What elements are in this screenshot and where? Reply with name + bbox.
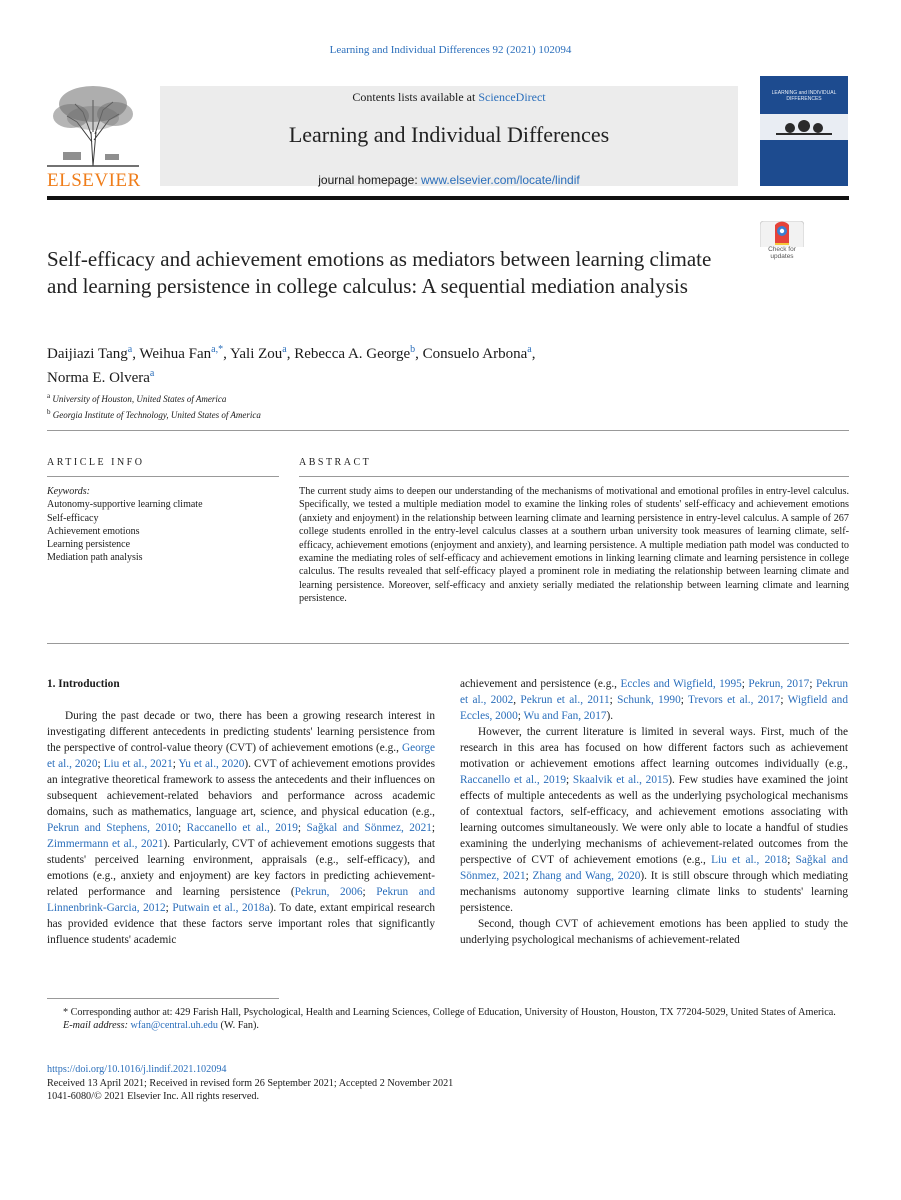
- author[interactable]: Weihua Fan$^{a,*}$: [139, 344, 224, 362]
- email-line: E-mail address: wfan@central.uh.edu (W. Fan).: [63, 1020, 259, 1032]
- body-text: ;: [362, 886, 377, 898]
- divider: [47, 430, 849, 431]
- keyword: Self-efficacy: [47, 512, 99, 524]
- body-text: ;: [178, 822, 187, 834]
- citation-link[interactable]: Yu et al., 2020: [178, 758, 245, 770]
- journal-cover-thumbnail[interactable]: [760, 76, 848, 186]
- body-text: ;: [680, 694, 689, 706]
- abstract-text: The current study aims to deepen our understanding of the mechanisms of motivational and emotional profiles in entry-level calculus. Specifically, we tested a multiple mediation model to examine the linking roles of students' self-efficacy and achievement emotions (anxiety and enjoyment) in the relationship between learning climate and learning persistence in entry-level calculus. A sample of 267 college students enrolled in the entry-level calculus classes at a southern urban university took measures of learning climate, self-efficacy, achievement emotions (enjoyment and anxiety), and learning persistence. A multiple mediation path model was conducted to examine the mediating roles of self-efficacy and achievement emotions in linking learning climate and learning persistence in college calculus. The results revealed that self-efficacy played a prominent role in mediating the relationship between learning climate and learning persistence. Moreover, self-efficacy and anxiety serially mediated the relationship between learning climate and learning persistence.: [299, 486, 849, 605]
- keyword: Achievement emotions: [47, 525, 140, 537]
- citation-link[interactable]: Skaalvik et al., 2015: [572, 774, 669, 786]
- body-text: ;: [297, 822, 307, 834]
- body-paragraph: [460, 724, 848, 916]
- citation-link[interactable]: Liu et al., 2018: [711, 854, 788, 866]
- citation-link[interactable]: Raccanello et al., 2019: [460, 774, 567, 786]
- body-text: ;: [609, 694, 618, 706]
- citation-link[interactable]: Pekrun and Linnenbrink-Garcia, 2012: [47, 886, 436, 914]
- author[interactable]: Rebecca A. George$^b$: [294, 344, 416, 362]
- author[interactable]: Yali Zou$^a$: [230, 344, 287, 362]
- body-text: ,: [513, 694, 521, 706]
- body-paragraph: Second, though CVT of achievement emotions has been applied to study the underlying psychological mechanisms of achievement-related: [460, 918, 848, 946]
- body-text: During the past decade or two, there has been a growing research interest in investigating different antecedents in predicting students' learning persistence from the perspective of control-value theory (CVT) of achievement emotions (e.g.,: [47, 710, 435, 754]
- body-text: ).: [606, 710, 614, 722]
- journal-citation[interactable]: Learning and Individual Differences 92 (2021) 102094: [329, 44, 572, 56]
- affiliation: $^a$ University of Houston, United States of America: [47, 392, 227, 404]
- body-text: ;: [97, 758, 104, 770]
- article-metadata: [47, 1063, 453, 1104]
- corresponding-author-note: * Corresponding author at: 429 Farish Hall, Psychological, Health and Learning Sciences, College of Education, University of Houston, Houston, TX 77204-5029, United States of America.: [63, 1007, 836, 1018]
- body-text: ;: [741, 678, 749, 690]
- body-left-column: [47, 676, 435, 948]
- body-text: achievement and persistence (e.g.,: [460, 678, 621, 690]
- citation-link[interactable]: Zimmermann et al., 2021: [47, 838, 164, 850]
- body-text: However, the current literature is limited in several ways. First, much of the research in this area has focused on how different factors such as achievement motivation or achievement emotions affect learning outcomes individually (e.g.,: [460, 726, 848, 770]
- divider: [299, 476, 849, 477]
- journal-title: Learning and Individual Differences: [288, 122, 610, 147]
- body-text: ). Particularly, CVT of achievement emotions suggests that students' perceived learning environment, appraisals (e.g., self-efficacy), and emotions (e.g., anxiety and enjoyment) are key factors in predicting achievement-related performance and learning persistence (: [47, 838, 435, 898]
- cover-image-band: [760, 114, 848, 140]
- citation-link[interactable]: Pekrun et al., 2011: [520, 694, 610, 706]
- citation-link[interactable]: Schunk, 1990: [617, 694, 681, 706]
- affiliation: $^b$ Georgia Institute of Technology, United States of America: [47, 408, 261, 420]
- body-text: ;: [787, 854, 796, 866]
- citation-link[interactable]: Wigfield and Eccles, 2000: [460, 694, 848, 722]
- footnote-divider: [47, 998, 279, 999]
- masthead: [47, 82, 849, 190]
- citation-link[interactable]: Raccanello et al., 2019: [186, 822, 298, 834]
- contents-prefix: Contents lists available at: [352, 90, 479, 104]
- author-list: Daijiazi Tang$^a$, Weihua Fan$^{a,*}$, Yali Zou$^a$, Rebecca A. George$^b$, Consuelo Arbona$^a$, Norma E. Olvera$^a$: [47, 344, 536, 386]
- body-text: ). Few studies have examined the joint effects of multiple antecedents as well as the underlying psychological mechanisms of contextual factors, self-efficacy, and achievement emotions associating with learning outcomes simultaneously. We were only able to locate a handful of studies examining the underlying mechanisms of achievement-related outcomes from the perspective of CVT of achievement emotions (e.g.,: [460, 774, 849, 866]
- check-for-updates-label[interactable]: Check for updates: [768, 246, 796, 260]
- body-paragraph: [460, 676, 848, 724]
- citation-link[interactable]: Sağkal and Sönmez, 2021: [460, 854, 848, 882]
- email-link[interactable]: wfan@central.uh.edu: [130, 1020, 218, 1032]
- citation-link[interactable]: George et al., 2020: [47, 742, 435, 770]
- body-text: ;: [165, 902, 173, 914]
- sciencedirect-link[interactable]: ScienceDirect: [478, 90, 546, 104]
- divider: [47, 476, 279, 477]
- keywords-label: Keywords:: [47, 486, 90, 497]
- journal-homepage-link[interactable]: www.elsevier.com/locate/lindif: [421, 173, 580, 187]
- doi-link[interactable]: https://doi.org/10.1016/j.lindif.2021.102094: [47, 1064, 227, 1075]
- body-right-column: [460, 676, 848, 948]
- copyright: 1041-6080/© 2021 Elsevier Inc. All rights reserved.: [47, 1091, 260, 1103]
- body-text: ;: [517, 710, 524, 722]
- received-dates: Received 13 April 2021; Received in revised form 26 September 2021; Accepted 2 November 2021: [47, 1077, 454, 1089]
- citation-link[interactable]: Eccles and Wigfield, 1995: [620, 678, 742, 690]
- footnotes: [47, 1006, 849, 1033]
- body-text: ;: [809, 678, 816, 690]
- homepage-line: [160, 173, 738, 187]
- affiliations: [47, 390, 261, 422]
- body-text: ). To date, extant empirical research has provided evidence that these factors serve important roles that significantly influence students' academic: [47, 902, 435, 946]
- citation-link[interactable]: Putwain et al., 2018a: [172, 902, 270, 914]
- body-text: ;: [172, 758, 179, 770]
- citation-link[interactable]: Pekrun, 2017: [748, 678, 810, 690]
- section-heading: 1. Introduction: [47, 678, 120, 690]
- citation-link[interactable]: Pekrun and Stephens, 2010: [47, 822, 179, 834]
- article-info-heading: ARTICLE INFO: [47, 457, 145, 468]
- journal-banner: [160, 86, 738, 186]
- body-text: ;: [780, 694, 788, 706]
- keywords-block: [47, 485, 267, 565]
- citation-link[interactable]: Zhang and Wang, 2020: [532, 870, 641, 882]
- keyword: Autonomy-supportive learning climate: [47, 499, 203, 511]
- body-text: ;: [431, 822, 436, 834]
- keyword: Mediation path analysis: [47, 552, 143, 564]
- citation-link[interactable]: Trevors et al., 2017: [688, 694, 781, 706]
- citation-link[interactable]: Sağkal and Sönmez, 2021: [306, 822, 432, 834]
- body-text: ;: [566, 774, 573, 786]
- cover-title: LEARNING and INDIVIDUAL DIFFERENCES: [771, 90, 837, 102]
- author[interactable]: Consuelo Arbona$^a$: [422, 344, 532, 362]
- keyword: Learning persistence: [47, 539, 131, 551]
- citation-link[interactable]: Pekrun, 2006: [294, 886, 363, 898]
- body-text: ;: [525, 870, 533, 882]
- divider: [47, 643, 849, 644]
- publisher-name: ELSEVIER: [47, 170, 141, 191]
- author[interactable]: Daijiazi Tang$^a$: [47, 344, 133, 362]
- abstract-heading: ABSTRACT: [299, 457, 372, 468]
- contents-line: [160, 90, 738, 105]
- body-text: ). It is still obscure through which mediating mechanisms autonomy supportive learning climate links to students' learning persistence.: [460, 870, 848, 914]
- masthead-rule: [47, 196, 849, 200]
- article-title: Self-efficacy and achievement emotions as mediators between learning climate and learning persistence in college calculus: A sequential mediation analysis: [47, 247, 712, 298]
- citation-link[interactable]: Liu et al., 2021: [103, 758, 173, 770]
- body-paragraph: [47, 708, 435, 948]
- homepage-prefix: journal homepage:: [318, 173, 421, 187]
- author[interactable]: Norma E. Olvera$^a$: [47, 368, 155, 386]
- body-text: ). CVT of achievement emotions provides an integrative theoretical framework to assess the antecedents and their influences on subsequent achievement-related behaviors and performance across academic domains, such as mathematics, language art, science, and physical education (e.g.,: [47, 758, 436, 818]
- citation-link[interactable]: Pekrun et al., 2002: [460, 678, 849, 706]
- citation-link[interactable]: Wu and Fan, 2017: [523, 710, 607, 722]
